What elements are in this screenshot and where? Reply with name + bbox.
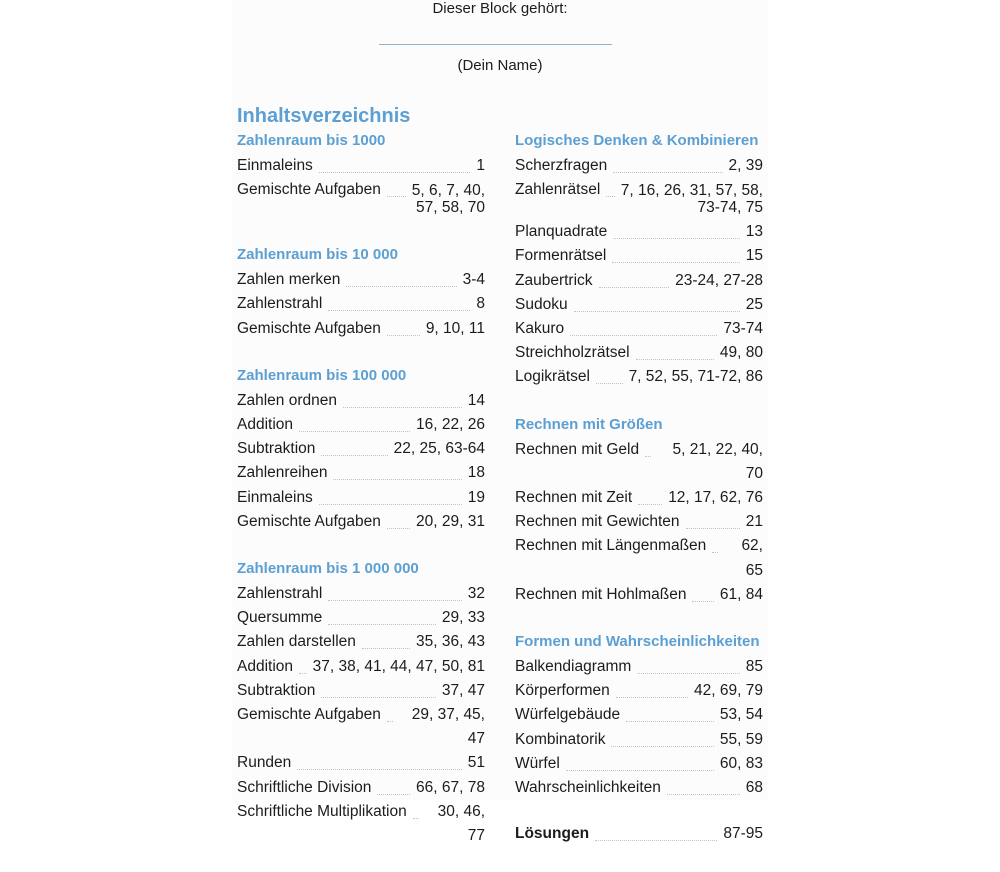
entry-label: Zahlenreihen: [237, 464, 328, 482]
entry-pages: 85: [745, 658, 763, 676]
section-heading: Zahlenraum bis 10 000: [237, 246, 398, 264]
toc-section: [515, 631, 763, 800]
toc-entry[interactable]: [237, 751, 485, 775]
entry-label: Schriftliche Division: [237, 778, 372, 796]
dot-leader: [321, 679, 435, 698]
dot-leader: [319, 154, 471, 173]
dot-leader: [637, 655, 739, 674]
section-heading: Zahlenraum bis 1 000 000: [237, 560, 419, 578]
entry-pages: 62, 65: [741, 537, 763, 579]
owner-hint: (Dein Name): [457, 57, 543, 74]
toc-section: [237, 558, 485, 848]
entry-label: Planquadrate: [515, 223, 608, 241]
section-heading: Zahlenraum bis 100 000: [237, 366, 407, 384]
entry-label: Gemischte Aufgaben: [237, 706, 381, 724]
entry-pages: 12, 17, 62, 76: [668, 489, 763, 507]
entry-label: Schriftliche Multiplikation: [237, 802, 407, 820]
entry-label: Zahlenrätsel: [515, 181, 601, 199]
entry-label: Zahlenstrahl: [237, 295, 323, 313]
toc-entry[interactable]: [515, 438, 763, 486]
owner-label: Dieser Block gehört:: [432, 0, 568, 17]
toc-entry[interactable]: [515, 178, 763, 220]
dot-leader: [328, 606, 436, 625]
entry-pages: 30, 46, 77: [437, 802, 485, 845]
entry-pages: 68: [745, 779, 763, 797]
entry-label: Scherzfragen: [515, 157, 608, 174]
entry-pages: 14: [467, 391, 485, 409]
toc-entry[interactable]: [237, 510, 485, 534]
entry-label: Zahlen merken: [237, 271, 341, 289]
dot-leader: [692, 583, 713, 602]
toc-entry[interactable]: [237, 154, 485, 178]
toc-entry[interactable]: [237, 292, 485, 316]
entry-pages: 61, 84: [719, 585, 763, 603]
toc-entry[interactable]: [515, 752, 763, 776]
dot-leader: [599, 269, 670, 288]
entry-pages: 32: [467, 585, 485, 603]
dot-leader: [645, 438, 651, 457]
toc-entry[interactable]: [237, 679, 485, 703]
toc-entry[interactable]: [237, 655, 485, 679]
toc-entry[interactable]: [515, 293, 763, 317]
toc-entry[interactable]: [515, 776, 763, 800]
toc-entry[interactable]: [515, 154, 763, 178]
entry-label: Rechnen mit Hohlmaßen: [515, 585, 687, 603]
entry-label: Rechnen mit Längenmaßen: [515, 537, 707, 555]
toc-entry-solutions[interactable]: [515, 822, 763, 846]
entry-label: Runden: [237, 754, 292, 772]
entry-label: Gemischte Aufgaben: [237, 512, 381, 530]
dot-leader: [387, 178, 406, 197]
toc-entry[interactable]: [237, 703, 485, 751]
toc-entry[interactable]: [237, 486, 485, 510]
toc-entry[interactable]: [237, 582, 485, 606]
toc-entry[interactable]: [515, 655, 763, 679]
toc-entry[interactable]: [515, 341, 763, 365]
entry-label: Rechnen mit Gewichten: [515, 513, 680, 531]
toc-entry[interactable]: [515, 510, 763, 534]
entry-pages: 5, 6, 7, 40, 57, 58, 70: [411, 182, 485, 217]
toc-entry[interactable]: [515, 703, 763, 727]
dot-leader: [612, 244, 739, 263]
entry-pages: 42, 69, 79: [694, 682, 763, 700]
toc-entry[interactable]: [515, 220, 763, 244]
toc-entry[interactable]: [237, 800, 485, 848]
toc-entry[interactable]: [515, 317, 763, 341]
entry-label: Subtraktion: [237, 681, 316, 699]
entry-pages: 13: [745, 223, 763, 241]
entry-label: Balkendiagramm: [515, 658, 632, 676]
entry-pages: 19: [467, 488, 485, 506]
dot-leader: [574, 293, 740, 312]
entry-pages: 37, 38, 41, 44, 47, 50, 81: [312, 657, 485, 675]
toc-title: Inhaltsverzeichnis: [237, 105, 411, 127]
entry-label: Wahrscheinlichkeiten: [515, 779, 661, 797]
entry-pages: 5, 21, 22, 40, 70: [672, 440, 763, 482]
toc-entry[interactable]: [237, 437, 485, 461]
toc-entry[interactable]: [237, 389, 485, 413]
entry-label: Zahlenstrahl: [237, 585, 323, 603]
dot-leader: [387, 703, 393, 722]
toc-entry[interactable]: [237, 178, 485, 220]
dot-leader: [333, 461, 461, 480]
entry-pages: 2, 39: [728, 157, 763, 174]
name-line[interactable]: [379, 44, 612, 45]
entry-pages: 87-95: [723, 825, 763, 843]
toc-section-solutions: [515, 822, 763, 846]
dot-leader: [611, 728, 713, 747]
toc-entry[interactable]: [237, 776, 485, 800]
entry-label: Sudoku: [515, 295, 568, 313]
entry-label: Kakuro: [515, 320, 565, 338]
entry-pages: 29, 33: [441, 609, 485, 627]
entry-label: Zahlen darstellen: [237, 633, 356, 651]
entry-label: Rechnen mit Geld: [515, 440, 640, 458]
entry-pages: 55, 59: [719, 730, 763, 748]
toc-entry[interactable]: [515, 534, 763, 582]
section-heading: Zahlenraum bis 1000: [237, 132, 386, 149]
dot-leader: [638, 486, 662, 505]
booklet-page: [232, 0, 768, 845]
toc-entry[interactable]: [237, 630, 485, 654]
entry-pages: 53, 54: [719, 706, 763, 724]
dot-leader: [297, 751, 461, 770]
entry-pages: 37, 47: [441, 681, 485, 699]
toc-entry[interactable]: [237, 413, 485, 437]
toc-entry[interactable]: [515, 244, 763, 268]
dot-leader: [299, 655, 307, 674]
dot-leader: [613, 154, 722, 173]
toc-entry[interactable]: [515, 269, 763, 293]
dot-leader: [667, 776, 740, 795]
dot-leader: [712, 534, 718, 553]
section-heading: Formen und Wahrscheinlichkeiten: [515, 633, 760, 651]
entry-label: Gemischte Aufgaben: [237, 181, 381, 199]
entry-pages: 21: [745, 513, 763, 531]
entry-label: Einmaleins: [237, 488, 313, 506]
dot-leader: [413, 800, 419, 819]
dot-leader: [566, 752, 714, 771]
entry-label: Rechnen mit Zeit: [515, 489, 633, 507]
entry-pages: 35, 36, 43: [416, 633, 485, 651]
dot-leader: [595, 822, 717, 841]
entry-pages: 16, 22, 26: [416, 416, 485, 434]
entry-pages: 66, 67, 78: [416, 778, 485, 796]
dot-leader: [328, 292, 470, 311]
toc-right-column: [515, 130, 763, 846]
dot-leader: [321, 437, 387, 456]
entry-label: Zahlen ordnen: [237, 391, 337, 409]
dot-leader: [387, 317, 420, 336]
entry-pages: 60, 83: [719, 754, 763, 772]
entry-pages: 51: [467, 754, 485, 772]
toc-section: [237, 365, 485, 534]
entry-label: Einmaleins: [237, 157, 313, 174]
entry-pages: 49, 80: [719, 344, 763, 362]
toc-entry[interactable]: [515, 365, 763, 389]
dot-leader: [613, 220, 740, 239]
toc-section: [237, 244, 485, 341]
entry-label: Logikrätsel: [515, 368, 590, 386]
toc-entry[interactable]: [515, 728, 763, 752]
section-heading: Logisches Denken & Kombinieren: [515, 132, 759, 149]
dot-leader: [626, 703, 714, 722]
entry-label: Quersumme: [237, 609, 323, 627]
toc-entry[interactable]: [515, 679, 763, 703]
entry-pages: 3-4: [462, 271, 485, 289]
toc-entry[interactable]: [237, 606, 485, 630]
entry-pages: 7, 16, 26, 31, 57, 58, 73-74, 75: [620, 182, 763, 217]
entry-label: Würfel: [515, 754, 560, 772]
toc-left-column: [237, 130, 485, 872]
dot-leader: [616, 679, 688, 698]
dot-leader: [606, 178, 615, 197]
toc-section: [515, 414, 763, 607]
entry-label: Lösungen: [515, 825, 590, 843]
entry-label: Kombinatorik: [515, 730, 606, 748]
entry-pages: 1: [476, 157, 485, 174]
dot-leader: [343, 389, 462, 408]
entry-pages: 8: [476, 295, 485, 313]
toc-section: [237, 130, 485, 220]
dot-leader: [387, 510, 410, 529]
toc-entry[interactable]: [515, 486, 763, 510]
entry-label: Addition: [237, 657, 294, 675]
dot-leader: [328, 582, 461, 601]
dot-leader: [636, 341, 714, 360]
dot-leader: [570, 317, 717, 336]
toc-entry[interactable]: [515, 583, 763, 607]
dot-leader: [299, 413, 410, 432]
dot-leader: [319, 486, 462, 505]
entry-label: Gemischte Aufgaben: [237, 319, 381, 337]
dot-leader: [596, 365, 623, 384]
entry-pages: 73-74: [723, 320, 763, 338]
toc-entry[interactable]: [237, 317, 485, 341]
entry-pages: 22, 25, 63-64: [393, 440, 485, 458]
toc-entry[interactable]: [237, 268, 485, 292]
entry-pages: 7, 52, 55, 71-72, 86: [628, 368, 763, 386]
entry-pages: 29, 37, 45, 47: [411, 706, 485, 748]
entry-pages: 23-24, 27-28: [675, 271, 763, 289]
entry-pages: 18: [467, 464, 485, 482]
entry-label: Subtraktion: [237, 440, 316, 458]
entry-pages: 25: [745, 295, 763, 313]
entry-pages: 15: [745, 247, 763, 265]
entry-label: Streichholzrätsel: [515, 344, 630, 362]
toc-section: [515, 130, 763, 390]
entry-pages: 9, 10, 11: [425, 319, 485, 337]
entry-label: Formenrätsel: [515, 247, 607, 265]
section-heading: Rechnen mit Größen: [515, 415, 663, 433]
dot-leader: [346, 268, 456, 287]
dot-leader: [377, 776, 410, 795]
entry-label: Addition: [237, 416, 294, 434]
dot-leader: [686, 510, 740, 529]
entry-label: Würfelgebäude: [515, 706, 621, 724]
entry-label: Zaubertrick: [515, 271, 593, 289]
entry-label: Körperformen: [515, 682, 610, 700]
dot-leader: [362, 630, 410, 649]
entry-pages: 20, 29, 31: [416, 512, 485, 530]
toc-entry[interactable]: [237, 461, 485, 485]
